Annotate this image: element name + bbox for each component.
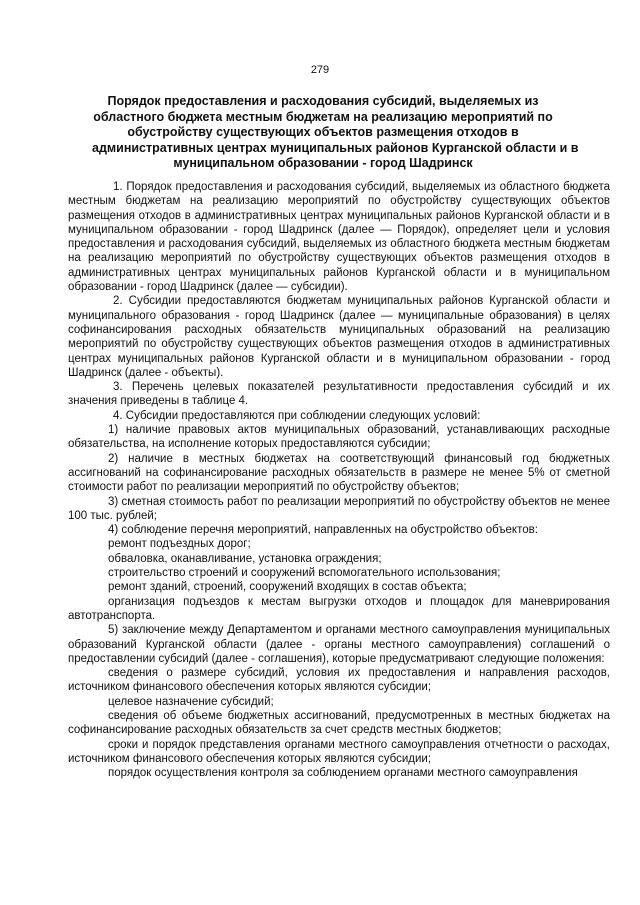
condition-5: 5) заключение между Департаментом и органами местного самоуправления муниципальных образований Курганской области (далее - органы местного самоуправления) соглашений о предоставлении субсидий (далее - соглашения), которые предусматривают следующие положения:	[68, 624, 610, 665]
paragraph-1: 1. Порядок предоставления и расходования субсидий, выделяемых из областного бюджета местным бюджетам на реализацию мероприятий по обустройству существующих объектов размещения отходов в административных центрах муниципальных районов Курганской области и в муниципальном образовании - город Шадринск (далее — Порядок), определяет цели и условия предоставления и расходования субсидий, выделяемых из областного бюджета местным бюджетам на реализацию мероприятий по обустройству существующих объектов размещения отходов в административных центрах муниципальных районов Курганской области и в муниципальном образовании - город Шадринск (далее — субсидии).	[68, 181, 610, 294]
title-line: обустройству существующих объектов размещения отходов в	[127, 125, 519, 139]
measure-item: ремонт зданий, строений, сооружений входящих в состав объекта;	[108, 581, 467, 594]
measure-item: ремонт подъездных дорог;	[108, 538, 251, 551]
agreement-provision: целевое назначение субсидий;	[108, 695, 274, 708]
paragraph-4: 4. Субсидии предоставляются при соблюдении следующих условий:	[113, 409, 481, 422]
measure-item: обваловка, оканавливание, установка ограждения;	[108, 552, 382, 565]
condition-2: 2) наличие в местных бюджетах на соответствующий финансовый год бюджетных ассигнований на софинансирование расходных обязательств в размере не менее 5% от сметной стоимости работ по реализации мероприятий по обустройству объектов;	[68, 452, 610, 494]
paragraph-2: 2. Субсидии предоставляются бюджетам муниципальных районов Курганской области и муниципального образования - город Шадринск (далее — муниципальные образования) в целях софинансирования расходных обязательств муниципальных образований на реализацию мероприятий по обустройству существующих объектов размещения отходов в административных центрах муниципальных районов Курганской области и в муниципальном образовании - город Шадринск (далее - объекты).	[68, 295, 610, 379]
condition-1: 1) наличие правовых актов муниципальных образований, устанавливающих расходные обязательства, на исполнение которых предоставляются субсидии;	[68, 424, 610, 451]
title-line: областного бюджета местным бюджетам на реализацию мероприятий по	[93, 109, 553, 124]
title-line: административных центрах муниципальных районов Курганской области и в	[92, 140, 579, 155]
agreement-provision: порядок осуществления контроля за соблюдением органами местного самоуправления	[108, 767, 578, 780]
paragraph-3: 3. Перечень целевых показателей результативности предоставления субсидий и их значения приведены в таблице 4.	[68, 381, 610, 408]
document-body	[68, 180, 610, 780]
agreement-provision: сведения об объеме бюджетных ассигнований, предусмотренных в местных бюджетах на софинансирование расходных обязательств за счет средств местных бюджетов;	[68, 709, 610, 737]
agreement-provision: сроки и порядок представления органами местного самоуправления отчетности о расходах, источником финансового обеспечения которых являются субсидии;	[68, 738, 610, 765]
measure-item: организация подъездов к местам выгрузки отходов и площадок для маневрирования автотранспорта.	[68, 595, 610, 622]
agreement-provision: сведения о размере субсидий, условия их предоставления и направления расходов, источником финансового обеспечения которых являются субсидии;	[68, 667, 610, 694]
measure-item: строительство строений и сооружений вспомогательного использования;	[108, 567, 501, 580]
page-number: 279	[310, 64, 330, 76]
condition-4: 4) соблюдение перечня мероприятий, направленных на обустройство объектов:	[108, 524, 538, 537]
title-line: Порядок предоставления и расходования субсидий, выделяемых из	[107, 94, 539, 108]
document-title	[92, 94, 579, 172]
condition-3: 3) сметная стоимость работ по реализации мероприятий по обустройству объектов не менее 100 тыс. рублей;	[68, 495, 610, 522]
title-line: муниципальном образовании - город Шадринск	[173, 156, 473, 170]
